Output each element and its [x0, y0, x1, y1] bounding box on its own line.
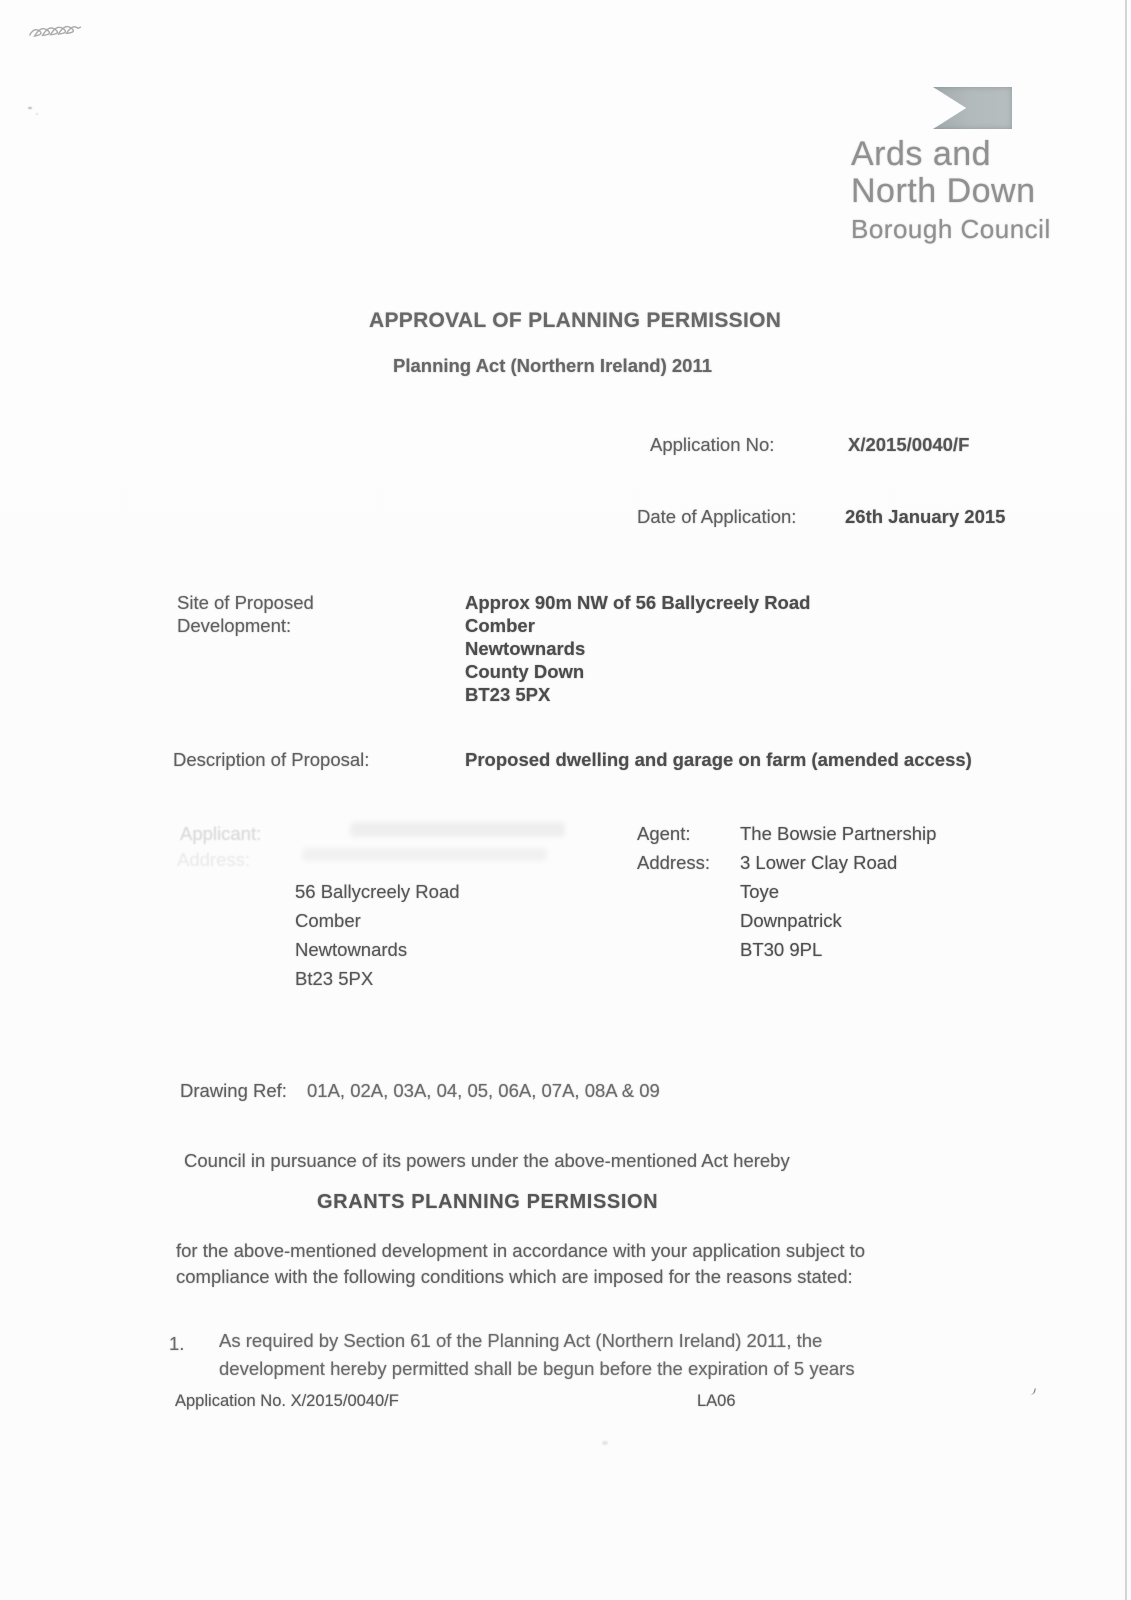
council-name-line3: Borough Council — [851, 214, 1051, 244]
applicant-label: Applicant: — [180, 823, 262, 844]
footer-form-code: LA06 — [697, 1392, 736, 1410]
agent-address-line: BT30 9PL — [740, 939, 823, 960]
footer-application-no: Application No. X/2015/0040/F — [175, 1392, 399, 1410]
agent-address-line: Toye — [740, 881, 780, 902]
applicant-address-label: Address: — [177, 849, 251, 870]
applicant-address-line: Bt23 5PX — [295, 968, 374, 989]
applicant-address-line: Newtownards — [295, 939, 408, 960]
ink-speck — [1030, 1388, 1036, 1396]
ink-speck — [36, 113, 38, 115]
application-date-value: 26th January 2015 — [845, 506, 1006, 527]
document-title: APPROVAL OF PLANNING PERMISSION — [369, 309, 782, 332]
grant-body-line2: compliance with the following conditions which are imposed for the reasons stated: — [176, 1265, 853, 1287]
redaction-smudge — [350, 822, 565, 837]
council-logo-pennant-icon — [933, 87, 1012, 129]
agent-address-line: Downpatrick — [740, 910, 842, 931]
grant-intro: Council in pursuance of its powers under the above-mentioned Act hereby — [184, 1150, 790, 1171]
agent-name: The Bowsie Partnership — [740, 823, 937, 844]
drawing-ref-label: Drawing Ref: — [180, 1080, 287, 1101]
proposal-label: Description of Proposal: — [173, 749, 370, 770]
site-address-line: County Down — [465, 661, 585, 682]
agent-label: Agent: — [637, 823, 691, 844]
application-no-label: Application No: — [650, 434, 775, 455]
grant-body-line1: for the above-mentioned development in accordance with your application subject to — [176, 1240, 866, 1261]
site-label-line1: Site of Proposed — [177, 592, 314, 613]
site-address-line: Approx 90m NW of 56 Ballycreely Road — [465, 592, 811, 613]
site-address-line: BT23 5PX — [465, 684, 551, 705]
agent-address-line: 3 Lower Clay Road — [740, 852, 898, 873]
site-address — [465, 591, 810, 706]
redaction-smudge — [302, 848, 547, 861]
council-name-line1: Ards and — [851, 135, 992, 173]
grant-body — [176, 1238, 865, 1289]
condition-text — [219, 1327, 855, 1382]
application-no-value: X/2015/0040/F — [848, 434, 970, 455]
proposal-value: Proposed dwelling and garage on farm (amended access) — [465, 749, 972, 770]
site-label — [177, 591, 314, 637]
condition-text-line2: development hereby permitted shall be begun before the expiration of 5 years — [219, 1357, 855, 1379]
ink-speck — [28, 107, 32, 109]
agent-address — [740, 848, 897, 964]
agent-address-label: Address: — [637, 852, 711, 873]
ink-speck — [602, 1441, 608, 1445]
applicant-address-line: Comber — [295, 910, 361, 931]
condition-number: 1. — [169, 1333, 185, 1354]
site-label-line2: Development: — [177, 615, 292, 636]
applicant-address — [295, 877, 460, 993]
council-name-line2: North Down — [851, 172, 1036, 210]
pen-scribble-mark — [25, 12, 115, 44]
scan-edge-line — [1125, 0, 1127, 1600]
grants-heading: GRANTS PLANNING PERMISSION — [317, 1191, 659, 1213]
site-address-line: Newtownards — [465, 638, 586, 659]
condition-text-line1: As required by Section 61 of the Planning Act (Northern Ireland) 2011, the — [219, 1330, 823, 1351]
applicant-address-line: 56 Ballycreely Road — [295, 881, 460, 902]
site-address-line: Comber — [465, 615, 535, 636]
application-date-label: Date of Application: — [637, 506, 797, 527]
drawing-ref-values: 01A, 02A, 03A, 04, 05, 06A, 07A, 08A & 09 — [307, 1080, 660, 1101]
document-subtitle: Planning Act (Northern Ireland) 2011 — [393, 355, 713, 376]
